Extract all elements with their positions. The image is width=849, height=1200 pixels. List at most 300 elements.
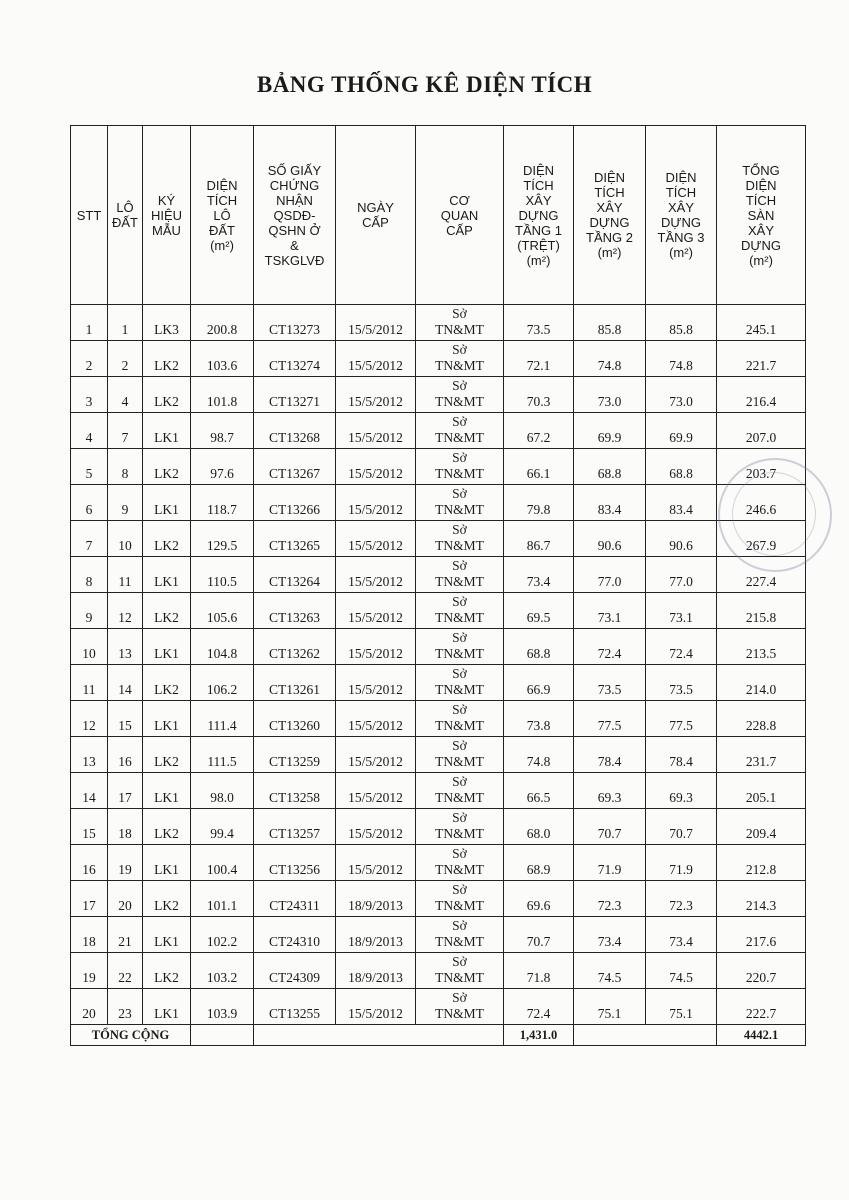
header-line: DIỆN — [593, 170, 626, 185]
co-quan-line: Sở — [452, 774, 467, 789]
cell-so-giay: CT13274 — [254, 341, 336, 377]
header-line: DIỆN — [665, 170, 697, 185]
header-line: TÍCH — [665, 185, 697, 200]
cell-ngay-cap: 15/5/2012 — [336, 521, 416, 557]
header-line: DIỆN — [206, 177, 238, 193]
cell-ngay-cap: 15/5/2012 — [336, 485, 416, 521]
co-quan-line: Sở — [452, 846, 467, 861]
page-title: BẢNG THỐNG KÊ DIỆN TÍCH — [256, 72, 593, 97]
co-quan-line: TN&MT — [435, 682, 484, 697]
co-quan-line: Sở — [452, 954, 467, 969]
table-row — [71, 845, 806, 881]
table-row — [71, 485, 806, 521]
header-line: NHẬN — [276, 192, 313, 208]
cell-dien-tich-lo: 129.5 — [191, 521, 254, 557]
co-quan-line: Sở — [452, 990, 467, 1005]
co-quan-line: Sở — [452, 702, 467, 717]
cell-tang-3: 77.5 — [646, 701, 717, 737]
table-row — [71, 521, 806, 557]
cell-tong: 212.8 — [717, 845, 806, 881]
cell-tang-2: 73.0 — [574, 377, 646, 413]
cell-tang-3: 73.1 — [646, 593, 717, 629]
cell-stt: 8 — [71, 557, 108, 593]
cell-co-quan — [416, 989, 504, 1025]
cell-co-quan — [416, 413, 504, 449]
cell-tang-1: 73.8 — [504, 701, 574, 737]
cell-ngay-cap: 15/5/2012 — [336, 377, 416, 413]
header-dien-tich-tang-3 — [646, 126, 717, 305]
cell-tong: 222.7 — [717, 989, 806, 1025]
cell-tang-1: 66.9 — [504, 665, 574, 701]
cell-co-quan — [416, 377, 504, 413]
co-quan-line: TN&MT — [435, 538, 484, 553]
cell-tong: 215.8 — [717, 593, 806, 629]
cell-ngay-cap: 18/9/2013 — [336, 953, 416, 989]
cell-tang-1: 68.8 — [504, 629, 574, 665]
co-quan-line: Sở — [452, 378, 467, 393]
cell-co-quan — [416, 485, 504, 521]
cell-co-quan — [416, 449, 504, 485]
cell-lo-dat: 21 — [108, 917, 143, 953]
header-line: TẦNG 1 — [515, 222, 562, 238]
cell-so-giay: CT13271 — [254, 377, 336, 413]
cell-ky-hieu: LK1 — [143, 989, 191, 1025]
table-row — [71, 737, 806, 773]
cell-ngay-cap: 15/5/2012 — [336, 845, 416, 881]
cell-so-giay: CT24311 — [254, 881, 336, 917]
co-quan-line: TN&MT — [435, 754, 484, 769]
co-quan-line: Sở — [452, 738, 467, 753]
cell-ngay-cap: 15/5/2012 — [336, 557, 416, 593]
cell-ky-hieu: LK2 — [143, 809, 191, 845]
cell-co-quan — [416, 665, 504, 701]
cell-ngay-cap: 18/9/2013 — [336, 917, 416, 953]
header-co-quan-cap — [416, 126, 504, 305]
cell-dien-tich-lo: 100.4 — [191, 845, 254, 881]
header-line: LÔ — [116, 200, 134, 215]
cell-tang-3: 73.4 — [646, 917, 717, 953]
header-line: HIỆU — [150, 207, 183, 223]
cell-stt: 16 — [71, 845, 108, 881]
header-line: QSDĐ- — [273, 207, 316, 223]
cell-tong: 216.4 — [717, 377, 806, 413]
cell-stt: 7 — [71, 521, 108, 557]
table-row — [71, 341, 806, 377]
co-quan-line: TN&MT — [435, 358, 484, 373]
cell-dien-tich-lo: 200.8 — [191, 305, 254, 341]
table-row — [71, 305, 806, 341]
co-quan-line: TN&MT — [435, 430, 484, 445]
cell-dien-tich-lo: 111.5 — [191, 737, 254, 773]
header-line: QUAN — [440, 207, 479, 223]
cell-tang-3: 68.8 — [646, 449, 717, 485]
cell-stt: 19 — [71, 953, 108, 989]
header-stt — [71, 126, 108, 305]
cell-tang-3: 71.9 — [646, 845, 717, 881]
cell-dien-tich-lo: 99.4 — [191, 809, 254, 845]
header-line: MẪU — [152, 222, 181, 238]
total-empty-cell — [191, 1025, 254, 1046]
cell-tang-2: 70.7 — [574, 809, 646, 845]
cell-dien-tich-lo: 101.8 — [191, 377, 254, 413]
header-line: TỔNG — [742, 162, 780, 178]
cell-ngay-cap: 15/5/2012 — [336, 341, 416, 377]
cell-tang-3: 70.7 — [646, 809, 717, 845]
cell-ky-hieu: LK1 — [143, 701, 191, 737]
official-stamp — [718, 458, 832, 572]
header-line: KÝ — [157, 192, 176, 208]
co-quan-line: Sở — [452, 522, 467, 537]
cell-ngay-cap: 15/5/2012 — [336, 809, 416, 845]
header-row — [71, 126, 806, 305]
co-quan-line: Sở — [452, 810, 467, 825]
cell-co-quan — [416, 737, 504, 773]
header-line: DIỆN — [522, 162, 555, 178]
cell-tong: 228.8 — [717, 701, 806, 737]
cell-dien-tich-lo: 104.8 — [191, 629, 254, 665]
cell-lo-dat: 14 — [108, 665, 143, 701]
cell-dien-tich-lo: 98.0 — [191, 773, 254, 809]
header-line: SÀN — [747, 207, 775, 223]
cell-tang-3: 83.4 — [646, 485, 717, 521]
header-so-giay-chung-nhan — [254, 126, 336, 305]
cell-ky-hieu: LK1 — [143, 845, 191, 881]
header-ngay-cap — [336, 126, 416, 305]
cell-co-quan — [416, 593, 504, 629]
header-line: DIỆN — [745, 177, 777, 193]
cell-stt: 17 — [71, 881, 108, 917]
table-row — [71, 377, 806, 413]
cell-tong: 227.4 — [717, 557, 806, 593]
cell-so-giay: CT13266 — [254, 485, 336, 521]
header-unit: (m²) — [669, 245, 693, 260]
cell-lo-dat: 1 — [108, 305, 143, 341]
cell-stt: 11 — [71, 665, 108, 701]
cell-tang-2: 72.3 — [574, 881, 646, 917]
header-tong-dien-tich-san — [717, 126, 806, 305]
header-line: XÂY — [596, 200, 623, 215]
table-row — [71, 773, 806, 809]
cell-tang-2: 78.4 — [574, 737, 646, 773]
cell-lo-dat: 23 — [108, 989, 143, 1025]
cell-ky-hieu: LK2 — [143, 737, 191, 773]
cell-tang-1: 69.5 — [504, 593, 574, 629]
cell-tong: 213.5 — [717, 629, 806, 665]
cell-so-giay: CT24310 — [254, 917, 336, 953]
header-line: ĐẤT — [112, 215, 138, 230]
co-quan-line: TN&MT — [435, 502, 484, 517]
co-quan-line: TN&MT — [435, 646, 484, 661]
cell-ngay-cap: 15/5/2012 — [336, 737, 416, 773]
cell-stt: 5 — [71, 449, 108, 485]
total-row — [71, 1025, 806, 1046]
cell-lo-dat: 8 — [108, 449, 143, 485]
cell-tang-2: 74.5 — [574, 953, 646, 989]
co-quan-line: Sở — [452, 918, 467, 933]
co-quan-line: TN&MT — [435, 322, 484, 337]
cell-so-giay: CT13265 — [254, 521, 336, 557]
cell-stt: 20 — [71, 989, 108, 1025]
cell-co-quan — [416, 629, 504, 665]
cell-stt: 18 — [71, 917, 108, 953]
header-line: XÂY — [667, 200, 694, 215]
cell-tang-3: 74.5 — [646, 953, 717, 989]
cell-lo-dat: 18 — [108, 809, 143, 845]
co-quan-line: Sở — [452, 342, 467, 357]
cell-tong: 217.6 — [717, 917, 806, 953]
cell-lo-dat: 17 — [108, 773, 143, 809]
cell-tong: 209.4 — [717, 809, 806, 845]
co-quan-line: TN&MT — [435, 970, 484, 985]
cell-tong: 207.0 — [717, 413, 806, 449]
cell-tang-2: 73.1 — [574, 593, 646, 629]
co-quan-line: Sở — [452, 414, 467, 429]
cell-tang-2: 85.8 — [574, 305, 646, 341]
cell-stt: 9 — [71, 593, 108, 629]
cell-dien-tich-lo: 103.2 — [191, 953, 254, 989]
co-quan-line: TN&MT — [435, 610, 484, 625]
cell-co-quan — [416, 845, 504, 881]
header-line: LÔ — [213, 207, 231, 223]
cell-ngay-cap: 15/5/2012 — [336, 305, 416, 341]
cell-co-quan — [416, 809, 504, 845]
official-stamp-inner-ring — [732, 472, 816, 556]
cell-dien-tich-lo: 111.4 — [191, 701, 254, 737]
co-quan-line: Sở — [452, 558, 467, 573]
header-line: & — [290, 237, 299, 253]
cell-tang-2: 71.9 — [574, 845, 646, 881]
cell-ky-hieu: LK2 — [143, 881, 191, 917]
cell-ngay-cap: 15/5/2012 — [336, 989, 416, 1025]
co-quan-line: Sở — [452, 630, 467, 645]
cell-tang-1: 86.7 — [504, 521, 574, 557]
cell-tang-1: 72.4 — [504, 989, 574, 1025]
cell-tang-1: 70.7 — [504, 917, 574, 953]
cell-tang-1: 67.2 — [504, 413, 574, 449]
cell-ky-hieu: LK1 — [143, 773, 191, 809]
cell-dien-tich-lo: 118.7 — [191, 485, 254, 521]
cell-dien-tich-lo: 98.7 — [191, 413, 254, 449]
cell-ngay-cap: 15/5/2012 — [336, 665, 416, 701]
header-line: TSKGLVĐ — [264, 252, 325, 268]
cell-dien-tich-lo: 105.6 — [191, 593, 254, 629]
header-line: DỰNG — [741, 237, 781, 253]
header-dien-tich-tang-2 — [574, 126, 646, 305]
cell-so-giay: CT13255 — [254, 989, 336, 1025]
table-row — [71, 989, 806, 1025]
cell-ky-hieu: LK2 — [143, 593, 191, 629]
cell-tong: 267.9 — [717, 521, 806, 557]
cell-ky-hieu: LK1 — [143, 485, 191, 521]
cell-tang-2: 83.4 — [574, 485, 646, 521]
cell-stt: 3 — [71, 377, 108, 413]
cell-tang-3: 73.0 — [646, 377, 717, 413]
cell-stt: 15 — [71, 809, 108, 845]
cell-co-quan — [416, 881, 504, 917]
cell-ky-hieu: LK2 — [143, 449, 191, 485]
cell-so-giay: CT13258 — [254, 773, 336, 809]
cell-lo-dat: 19 — [108, 845, 143, 881]
cell-so-giay: CT13256 — [254, 845, 336, 881]
cell-ky-hieu: LK2 — [143, 665, 191, 701]
cell-stt: 14 — [71, 773, 108, 809]
co-quan-line: TN&MT — [435, 826, 484, 841]
header-line: XÂY — [525, 192, 552, 208]
header-line: DỰNG — [661, 215, 701, 230]
cell-tang-2: 90.6 — [574, 521, 646, 557]
cell-dien-tich-lo: 101.1 — [191, 881, 254, 917]
header-line: TẦNG 3 — [657, 230, 705, 245]
cell-so-giay: CT13257 — [254, 809, 336, 845]
cell-lo-dat: 10 — [108, 521, 143, 557]
header-line: TÍCH — [745, 192, 777, 208]
cell-tong: 203.7 — [717, 449, 806, 485]
cell-tang-2: 68.8 — [574, 449, 646, 485]
co-quan-line: Sở — [452, 486, 467, 501]
cell-lo-dat: 22 — [108, 953, 143, 989]
cell-lo-dat: 12 — [108, 593, 143, 629]
header-ky-hieu-mau — [143, 126, 191, 305]
header-line: TẦNG 2 — [586, 230, 633, 245]
cell-tang-2: 69.3 — [574, 773, 646, 809]
cell-co-quan — [416, 953, 504, 989]
cell-tang-1: 73.5 — [504, 305, 574, 341]
cell-ky-hieu: LK3 — [143, 305, 191, 341]
co-quan-line: TN&MT — [435, 790, 484, 805]
cell-tang-1: 70.3 — [504, 377, 574, 413]
cell-lo-dat: 7 — [108, 413, 143, 449]
cell-tang-2: 69.9 — [574, 413, 646, 449]
cell-ky-hieu: LK2 — [143, 953, 191, 989]
cell-tong: 220.7 — [717, 953, 806, 989]
table-row — [71, 953, 806, 989]
cell-dien-tich-lo: 103.9 — [191, 989, 254, 1025]
header-unit: (m²) — [210, 237, 234, 253]
cell-co-quan — [416, 341, 504, 377]
header-line: NGÀY — [357, 200, 394, 215]
total-empty-cell — [254, 1025, 504, 1046]
cell-stt: 12 — [71, 701, 108, 737]
cell-tong: 205.1 — [717, 773, 806, 809]
total-tang-1: 1,431.0 — [504, 1025, 574, 1046]
cell-tang-2: 77.5 — [574, 701, 646, 737]
cell-lo-dat: 9 — [108, 485, 143, 521]
cell-tang-2: 75.1 — [574, 989, 646, 1025]
cell-tong: 214.3 — [717, 881, 806, 917]
cell-tang-1: 68.0 — [504, 809, 574, 845]
cell-ngay-cap: 15/5/2012 — [336, 449, 416, 485]
header-dien-tich-lo-dat — [191, 126, 254, 305]
cell-lo-dat: 20 — [108, 881, 143, 917]
co-quan-line: Sở — [452, 882, 467, 897]
header-line: STT — [76, 207, 102, 223]
total-empty-cell — [574, 1025, 717, 1046]
cell-ngay-cap: 15/5/2012 — [336, 701, 416, 737]
cell-so-giay: CT13262 — [254, 629, 336, 665]
cell-tang-1: 73.4 — [504, 557, 574, 593]
header-line: DỰNG — [518, 207, 559, 223]
cell-tong: 246.6 — [717, 485, 806, 521]
cell-so-giay: CT13260 — [254, 701, 336, 737]
co-quan-line: TN&MT — [435, 466, 484, 481]
cell-ngay-cap: 15/5/2012 — [336, 413, 416, 449]
cell-so-giay: CT13264 — [254, 557, 336, 593]
cell-ky-hieu: LK1 — [143, 917, 191, 953]
cell-co-quan — [416, 305, 504, 341]
header-line: CƠ — [449, 192, 470, 208]
cell-dien-tich-lo: 110.5 — [191, 557, 254, 593]
cell-stt: 2 — [71, 341, 108, 377]
cell-ngay-cap: 18/9/2013 — [336, 881, 416, 917]
header-unit: (m²) — [597, 245, 622, 260]
co-quan-line: TN&MT — [435, 934, 484, 949]
cell-tang-3: 69.3 — [646, 773, 717, 809]
header-lo-dat — [108, 126, 143, 305]
cell-so-giay: CT13273 — [254, 305, 336, 341]
cell-so-giay: CT13259 — [254, 737, 336, 773]
cell-dien-tich-lo: 106.2 — [191, 665, 254, 701]
co-quan-line: TN&MT — [435, 574, 484, 589]
cell-tang-1: 66.1 — [504, 449, 574, 485]
cell-lo-dat: 16 — [108, 737, 143, 773]
cell-tang-2: 72.4 — [574, 629, 646, 665]
cell-co-quan — [416, 521, 504, 557]
table-row — [71, 665, 806, 701]
total-label: TỔNG CỘNG — [71, 1025, 191, 1046]
cell-tang-2: 74.8 — [574, 341, 646, 377]
table-row — [71, 917, 806, 953]
header-unit: (m²) — [749, 252, 773, 268]
header-line: (TRỆT) — [517, 237, 560, 253]
header-line: XÂY — [747, 222, 774, 238]
cell-tang-3: 85.8 — [646, 305, 717, 341]
cell-stt: 1 — [71, 305, 108, 341]
table-row — [71, 881, 806, 917]
cell-tang-3: 75.1 — [646, 989, 717, 1025]
cell-ky-hieu: LK2 — [143, 377, 191, 413]
co-quan-line: Sở — [452, 594, 467, 609]
cell-so-giay: CT13268 — [254, 413, 336, 449]
header-line: ĐẤT — [209, 222, 235, 238]
cell-tang-3: 73.5 — [646, 665, 717, 701]
cell-stt: 10 — [71, 629, 108, 665]
cell-ky-hieu: LK1 — [143, 413, 191, 449]
header-line: CHỨNG — [269, 177, 320, 193]
co-quan-line: TN&MT — [435, 718, 484, 733]
header-line: QSHN Ở — [268, 222, 321, 238]
table-body — [71, 305, 806, 1025]
cell-tang-2: 73.5 — [574, 665, 646, 701]
cell-ngay-cap: 15/5/2012 — [336, 593, 416, 629]
co-quan-line: TN&MT — [435, 898, 484, 913]
area-statistics-table — [70, 125, 806, 1046]
header-line: SỐ GIẤY — [267, 162, 322, 178]
cell-dien-tich-lo: 103.6 — [191, 341, 254, 377]
cell-tang-1: 66.5 — [504, 773, 574, 809]
cell-lo-dat: 13 — [108, 629, 143, 665]
cell-tang-1: 69.6 — [504, 881, 574, 917]
table-row — [71, 593, 806, 629]
table-row — [71, 557, 806, 593]
cell-ky-hieu: LK1 — [143, 629, 191, 665]
cell-tang-1: 71.8 — [504, 953, 574, 989]
header-line: DỰNG — [589, 215, 630, 230]
header-dien-tich-tang-1 — [504, 126, 574, 305]
cell-tang-1: 72.1 — [504, 341, 574, 377]
cell-lo-dat: 11 — [108, 557, 143, 593]
cell-co-quan — [416, 917, 504, 953]
cell-tang-1: 68.9 — [504, 845, 574, 881]
